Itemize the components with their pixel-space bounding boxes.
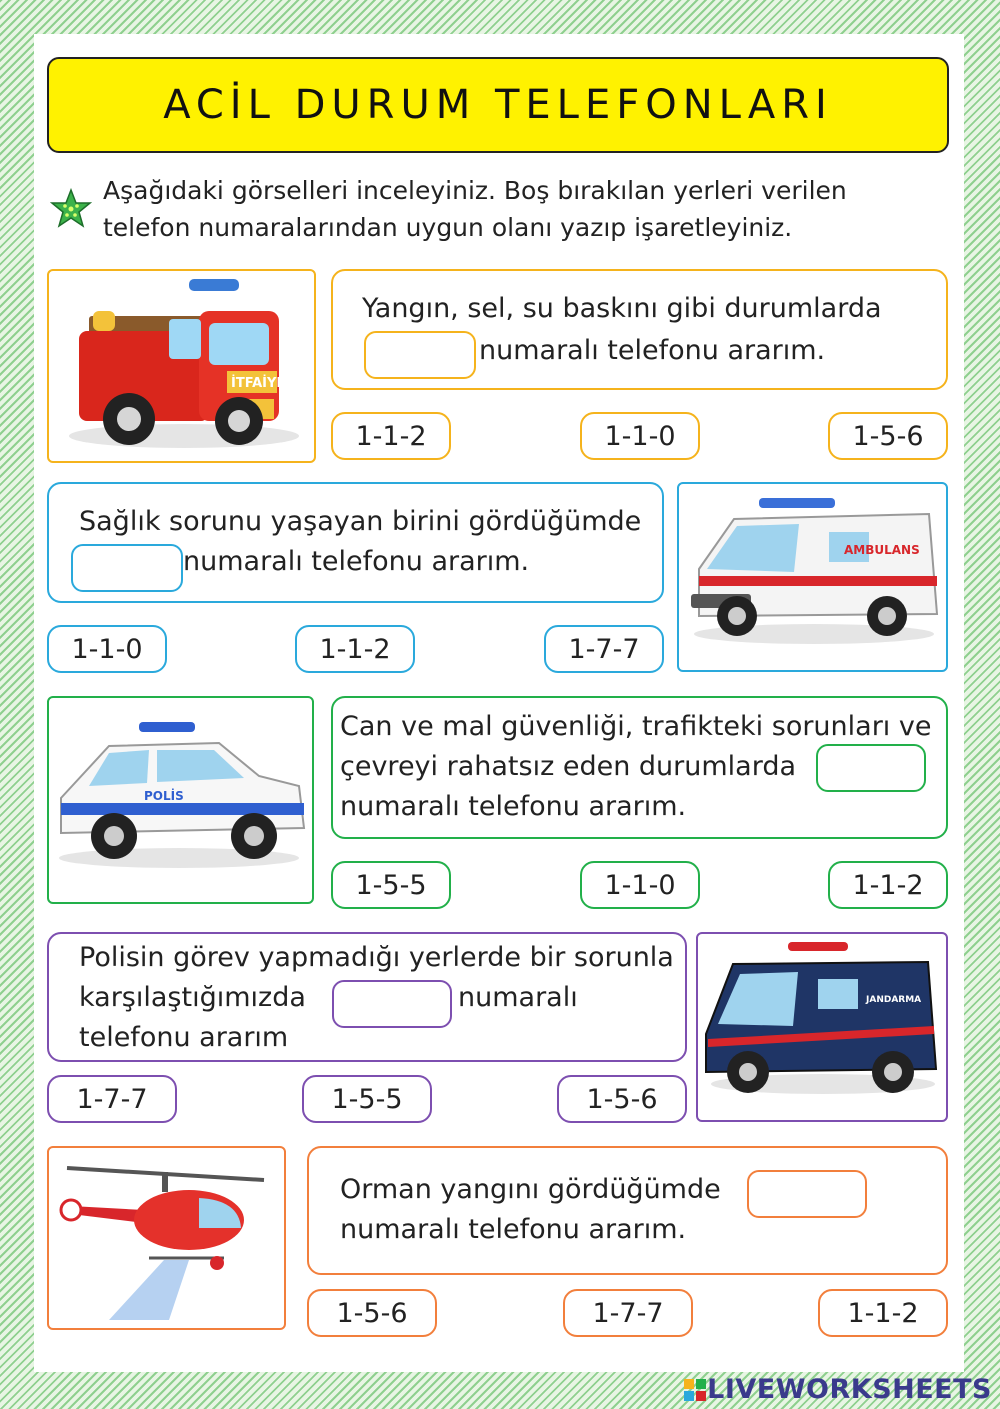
star-icon xyxy=(50,188,92,230)
police-car-image-frame xyxy=(47,696,314,904)
question-2-option-1[interactable]: 1-1-0 xyxy=(47,625,167,673)
question-2-option-2[interactable]: 1-1-2 xyxy=(295,625,415,673)
question-2-answer-input[interactable] xyxy=(71,544,183,592)
title-banner xyxy=(47,57,949,153)
question-2-box xyxy=(47,482,664,603)
question-3-box xyxy=(331,696,948,839)
question-5-option-2[interactable]: 1-7-7 xyxy=(563,1289,693,1337)
question-2-text-line2: numaralı telefonu ararım. xyxy=(183,546,530,577)
question-1-answer-input[interactable] xyxy=(364,331,476,379)
police-car-icon xyxy=(49,698,312,902)
helicopter-image-frame xyxy=(47,1146,286,1330)
ambulance-label: AMBULANS xyxy=(844,543,920,557)
question-4-text-line1: Polisin görev yapmadığı yerlerde bir sorunla xyxy=(79,942,674,973)
helicopter-icon xyxy=(49,1148,284,1328)
question-1-text-line1: Yangın, sel, su baskını gibi durumlarda xyxy=(362,293,882,324)
question-4-text-line2b: numaralı xyxy=(458,982,578,1013)
question-4-text-line3: telefonu ararım xyxy=(79,1022,289,1053)
question-2-option-3[interactable]: 1-7-7 xyxy=(544,625,664,673)
question-3-text-line3: numaralı telefonu ararım. xyxy=(340,791,687,822)
question-3-option-2[interactable]: 1-1-0 xyxy=(580,861,700,909)
question-3-option-1[interactable]: 1-5-5 xyxy=(331,861,451,909)
ambulance-image-frame xyxy=(677,482,948,672)
question-2-text-line1: Sağlık sorunu yaşayan birini gördüğümde xyxy=(79,506,642,537)
question-1-option-2[interactable]: 1-1-0 xyxy=(580,412,700,460)
question-3-answer-input[interactable] xyxy=(816,744,926,792)
liveworksheets-logo xyxy=(683,1374,992,1405)
question-4-option-3[interactable]: 1-5-6 xyxy=(557,1075,687,1123)
question-5-answer-input[interactable] xyxy=(747,1170,867,1218)
gendarmerie-van-label: JANDARMA xyxy=(866,995,922,1005)
question-4-text-line2: karşılaştığımızda xyxy=(79,982,306,1013)
gendarmerie-van-icon xyxy=(698,934,946,1120)
page-title: ACİL DURUM TELEFONLARI xyxy=(163,82,833,128)
question-5-option-3[interactable]: 1-1-2 xyxy=(818,1289,948,1337)
ambulance-icon xyxy=(679,484,946,670)
question-1-text-line2: numaralı telefonu ararım. xyxy=(479,335,826,366)
question-5-text-line1: Orman yangını gördüğümde xyxy=(340,1174,721,1205)
question-1-box xyxy=(331,269,948,390)
question-5-option-1[interactable]: 1-5-6 xyxy=(307,1289,437,1337)
question-3-option-3[interactable]: 1-1-2 xyxy=(828,861,948,909)
question-4-answer-input[interactable] xyxy=(332,980,452,1028)
question-4-box xyxy=(47,932,687,1062)
question-4-option-1[interactable]: 1-7-7 xyxy=(47,1075,177,1123)
fire-truck-icon xyxy=(49,271,314,461)
question-3-text-line2: çevreyi rahatsız eden durumlarda xyxy=(340,751,797,782)
instructions: Aşağıdaki görselleri inceleyiniz. Boş bırakılan yerleri verilen telefon numaralarından uygun olanı yazıp işaretleyiniz. xyxy=(103,176,847,242)
question-1-option-1[interactable]: 1-1-2 xyxy=(331,412,451,460)
fire-truck-image-frame xyxy=(47,269,316,463)
police-car-label: POLİS xyxy=(144,789,184,803)
gendarmerie-van-image-frame xyxy=(696,932,948,1122)
question-3-text-line1: Can ve mal güvenliği, trafikteki sorunları ve xyxy=(340,711,932,742)
liveworksheets-logo-text: LIVEWORKSHEETS xyxy=(707,1374,992,1405)
liveworksheets-logo-icon xyxy=(683,1378,707,1402)
question-4-option-2[interactable]: 1-5-5 xyxy=(302,1075,432,1123)
fire-truck-label: İTFAİYE xyxy=(231,376,286,391)
question-5-box xyxy=(307,1146,948,1275)
question-1-option-3[interactable]: 1-5-6 xyxy=(828,412,948,460)
question-5-text-line2: numaralı telefonu ararım. xyxy=(340,1214,687,1245)
